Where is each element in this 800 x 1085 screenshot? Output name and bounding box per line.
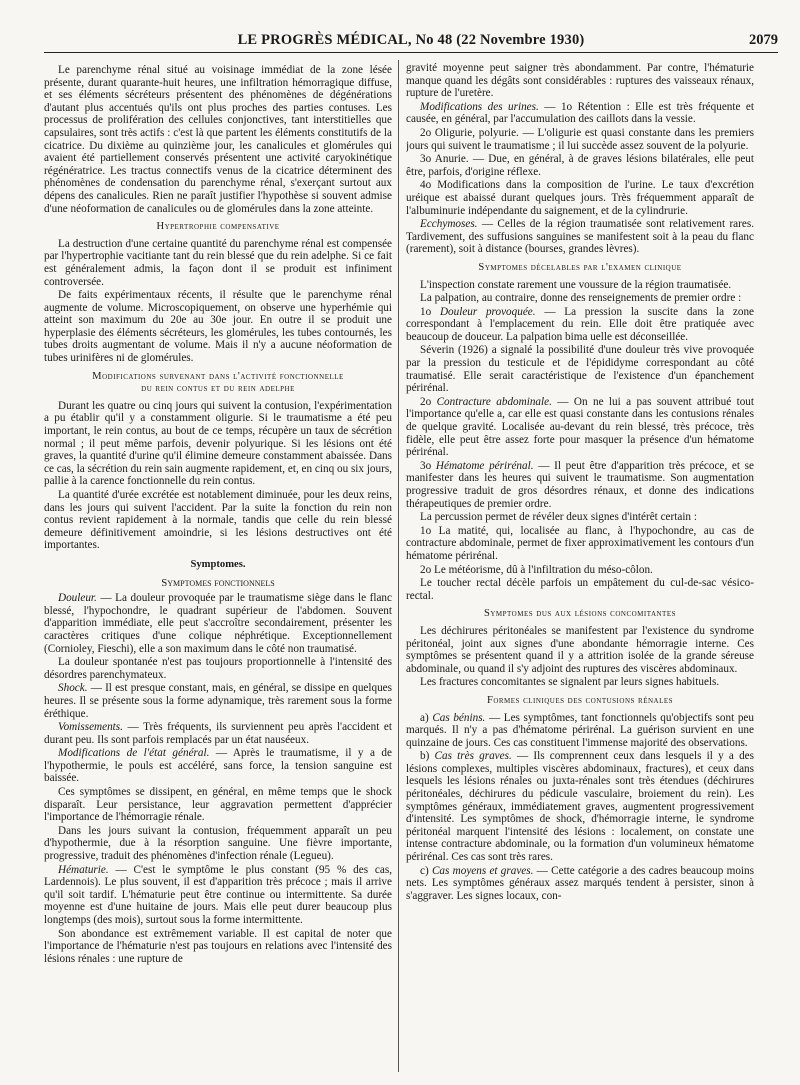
section-heading: Hypertrophie compensative (156, 221, 280, 233)
paragraph: Ces symptômes se dissipent, en général, en même temps que le shock disparaît. Leur persistance, leur aggravation permettent d'apprécier l'importance de l'hémorragie rénale. (44, 786, 392, 824)
paragraph-lead: Cas moyens et graves. (431, 864, 534, 877)
paragraph: Dans les jours suivant la contusion, fréquemment apparaît un peu d'hypothermie, due à la résorption sanguine. Une fièvre importante, progressive, traduit des phénomènes d'infection rénale (Legueu). (44, 824, 392, 863)
section-heading-line: Modifications survenant dans l'activité fonctionnelle (92, 370, 344, 382)
section-heading: Symptomes dus aux lésions concomitantes (483, 608, 677, 620)
paragraph: c) Cas moyens et graves. — Cette catégorie a des cadres beaucoup moins nets. Les symptômes généraux assez marqués tendent à persister, sinon à s'aggraver. Les signes locaux, con- (406, 864, 754, 902)
paragraph: Le parenchyme rénal situé au voisinage immédiat de la zone lésée présente, durant quarante-huit heures, une infiltration hémorragique diffuse, et ses éléments sécréteurs présentent des phénomènes de dégénérations d'autant plus accentués qu'ils ont plus proches des parties contuses. Les processus de prolifération des cellules conjonctives, tant interstitielles que capsulaires, sont très actifs : c'est là que partent les éléments constitutifs de la cicatrice. Du dixième au quinzième jour, les canalicules et glomérules qui avaient été partiellement conservés présentent une activité caryokinétique régénératrice. Les tractus connectifs venus de la cicatrice déterminent des phénomènes de condensation du parenchyme rénal, s'exerçant surtout aux dépens des canalicules. Rien ne paraît justifier l'hypothèse si souvent admise d'une néoformation de canalicules ou de glomérules dans la zone atteinte. (44, 64, 392, 215)
section-heading (44, 371, 392, 396)
paragraph: a) Cas bénins. — Les symptômes, tant fonctionnels qu'objectifs sont peu marqués. Il n'y a pas d'hématome périrénal. La guérison survient en une quinzaine de jours. Ces cas constituent l'immense majorité des observations. (406, 711, 754, 749)
paragraph-lead: Modifications des urines. (420, 100, 539, 113)
paragraph: La quantité d'urée excrétée est notablement diminuée, pour les deux reins, dans les jours qui suivent l'accident. Par la suite la fonction du rein non contus revient rapidement à la normale, tandis que celle du rein blessé demeure définitivement amoindrie, si les lésions destructives ont été importantes. (44, 489, 392, 552)
paragraph: gravité moyenne peut saigner très abondamment. Par contre, l'hématurie manque quand les dégâts sont considérables : ruptures des vaisseaux rénaux, rupture de l'uretère. (406, 62, 754, 100)
paragraph: Modifications des urines. — 1o Rétention : Elle est très fréquente et causée, en général, par l'accumulation des caillots dans la vessie. (406, 100, 754, 126)
right-column (406, 62, 754, 1074)
running-header (44, 30, 778, 53)
paragraph-lead: Cas bénins. (432, 711, 486, 724)
section-heading: Formes cliniques des contusions rénales (486, 694, 674, 706)
paragraph: Durant les quatre ou cinq jours qui suivent la contusion, l'expérimentation a pu établir qu'il y a constamment oligurie. Si le traumatisme a été peu important, le rein contus, au bout de ce temps, récupère un taux de sécrétion normal ; il peut même parfois, devenir polyurique. Si les lésions ont été graves, la quantité d'urine qu'il élimine demeure constamment abaissée. Dans ce cas, la sécrétion du rein sain augmente rapidement, et, en cinq ou six jours, pallie à la carence fonctionnelle du rein contus. (44, 399, 392, 488)
paragraph-lead: Shock. (58, 682, 88, 695)
section-heading-line: du rein contus et du rein adelphe (141, 383, 295, 395)
paragraph-lead: Hématome périrénal. (435, 459, 534, 472)
paragraph: 2o Contracture abdominale. — On ne lui a pas souvent attribué tout l'importance qu'elle a, car elle est quasi constante dans les contusions rénales de quelque gravité. Localisée au-devant du rein blessé, très précoce, très fidèle, elle peut être assez forte pour masquer la présence d'un hématome périrénal. (406, 395, 754, 459)
paragraph: Ecchymoses. — Celles de la région traumatisée sont relativement rares. Tardivement, des suffusions sanguines se manifestent soit à la peau du flanc (rarement), soit à distance (bourses, grandes lèvres). (406, 218, 754, 256)
paragraph: Vomissements. — Très fréquents, ils surviennent peu après l'accident et durant peu. Ils sont parfois remplacés par un état nauséeux. (44, 721, 392, 746)
paragraph: La percussion permet de révéler deux signes d'intérêt certain : (420, 511, 697, 524)
paragraph: Shock. — Il est presque constant, mais, en général, se dissipe en quelques heures. Il se présente sous la forme adynamique, très rarement sous la forme éréthique. (44, 682, 392, 720)
paragraph: 1o Douleur provoquée. — La pression la suscite dans la zone correspondant à l'emplacement du rein. Elle doit être pratiquée avec beaucoup de douceur. La palpation bima uelle est déconseillée. (406, 305, 754, 343)
paragraph: Son abondance est extrêmement variable. Il est capital de noter que l'importance de l'hématurie n'est pas toujours en relations avec l'intensité des lésions rénales : une rupture de (44, 927, 392, 965)
paragraph: La douleur spontanée n'est pas toujours proportionnelle à l'intensité des désordres parenchymateux. (44, 656, 392, 681)
left-column (44, 64, 392, 1074)
paragraph: 3o Anurie. — Due, en général, à de graves lésions bilatérales, elle peut être, parfois, d'origine réflexe. (406, 153, 754, 178)
paragraph-lead: Vomissements. (58, 721, 123, 734)
paragraph: De faits expérimentaux récents, il résulte que le parenchyme rénal augmente de volume. Microscopiquement, on observe une hyperhémie qui atteint son maximum du 20e au 30e jour. En outre il se produit une hyperplasie des éléments sécréteurs, les glomérules, les tubes contournés, les tubes droits augmentant de volume. Mais il n'y a aucune néoformation de tubes urinifères ni de glomérules. (44, 289, 392, 365)
paragraph-lead: Modifications de l'état général. (58, 747, 210, 760)
paragraph: Séverin (1926) a signalé la possibilité d'une douleur très vive provoquée par la pression du testicule et de l'épididyme correspondant au côté traumatisé. Elle serait caractéristique de l'existence d'un épanchement périrénal. (406, 344, 754, 395)
paragraph: L'inspection constate rarement une voussure de la région traumatisée. (420, 278, 732, 291)
paragraph: 3o Hématome périrénal. — Il peut être d'apparition très précoce, et se manifester dans les heures qui suivent le traumatisme. Son augmentation progressive traduit de gros désordres rénaux, et donne des indications thérapeutiques de premier ordre. (406, 459, 754, 510)
paragraph-lead: Douleur provoquée. (439, 305, 536, 318)
paragraph: b) Cas très graves. — Ils comprennent ceux dans lesquels il y a des lésions complexes, multiples viscères abdominaux, fractures), et ceux dans lesquels les lésions rénales ou juxta-rénales sont très étendues (déchirures péritonéales, déchirures du pédicule vasculaire, broiement du rein). Les symptômes généraux, immédiatement graves, augmentent progressivement d'intensité. Les symptômes de shock, d'hémorragie interne, le syndrome péritonéal marquent l'intensité des lésions : localement, on constate une intense contracture abdominale, ou la formation d'un volumineux hématome périrénal. Ces cas sont très rares. (406, 750, 754, 864)
section-heading: Symptomes fonctionnels (161, 576, 275, 589)
paragraph-lead: Douleur. (58, 592, 97, 605)
paragraph: Douleur. — La douleur provoquée par le traumatisme siège dans le flanc blessé, l'hypochondre, le quadrant supérieur de l'abdomen. Souvent d'apparition immédiate, elle peut s'accroître secondairement, présenter les caractères critiques d'une colique néphrétique. Exceptionnellement (Cornioley, Fieschi), elle a son maximum dans le côté non traumatisé. (44, 592, 392, 655)
section-heading: Symptomes décelables par l'examen clinique (478, 261, 682, 273)
paragraph-lead: Hématurie. (58, 863, 109, 876)
paragraph: 4o Modifications dans la composition de l'urine. Le taux d'excrétion uréique est abaissé durant quelques jours. Très fréquemment apparaît de l'albuminurie indépendante du saignement, et de la cylindrurie. (406, 179, 754, 217)
paragraph: Modifications de l'état général. — Après le traumatisme, il y a de l'hypothermie, le pouls est accéléré, sans force, la tension sanguine est baissée. (44, 747, 392, 785)
paragraph: 1o La matité, qui, localisée au flanc, à l'hypochondre, au cas de contracture abdominale, permet de fixer approximativement les contours d'un hématome périrénal. (406, 524, 754, 562)
paragraph-lead: Contracture abdominale. (436, 395, 552, 408)
paragraph: Le toucher rectal décèle parfois un empâtement du cul-de-sac vésico-rectal. (406, 577, 754, 602)
paragraph-lead: Ecchymoses. (420, 218, 478, 231)
page-number: 2079 (749, 32, 778, 48)
paragraph: La palpation, au contraire, donne des renseignements de premier ordre : (420, 292, 742, 305)
paragraph: 2o Oligurie, polyurie. — L'oligurie est quasi constante dans les premiers jours qui suivent le traumatisme ; il lui succède assez souvent de la polyurie. (406, 126, 754, 152)
paragraph: Les fractures concomitantes se signalent par leurs signes habituels. (420, 676, 720, 689)
journal-title: LE PROGRÈS MÉDICAL, No 48 (22 Novembre 1930) (237, 32, 585, 48)
paragraph: 2o Le météorisme, dû à l'infiltration du méso-côlon. (420, 563, 653, 576)
paragraph: Hématurie. — C'est le symptôme le plus constant (95 % des cas, Lardennois). Le plus souvent, il est d'apparition très précoce ; mais il arrive qu'il soit tardif. L'hématurie peut être continue ou intermittente. Sa durée moyenne est d'une huitaine de jours. Mais elle peut durer beaucoup plus longtemps (des mois), surtout sous la forme intermittente. (44, 863, 392, 926)
paragraph-lead: Cas très graves. (434, 750, 512, 763)
paragraph: La destruction d'une certaine quantité du parenchyme rénal est compensée par l'hypertrophie vacitiante tant du rein blessé que du rein adelphe. Si ce fait est généralement admis, la façon dont il se produit est infiniment controversée. (44, 237, 392, 288)
paragraph: Les déchirures péritonéales se manifestent par l'existence du syndrome péritonéal, joint aux signes d'une abondante hémorragie interne. Ces symptômes se présentent quand il y a attrition isolée de la grande séreuse abdominale, ou quand il s'y adjoint des ruptures des viscères abdominaux. (406, 624, 754, 675)
chapter-heading: Symptomes. (190, 558, 246, 570)
column-divider (398, 60, 399, 1072)
